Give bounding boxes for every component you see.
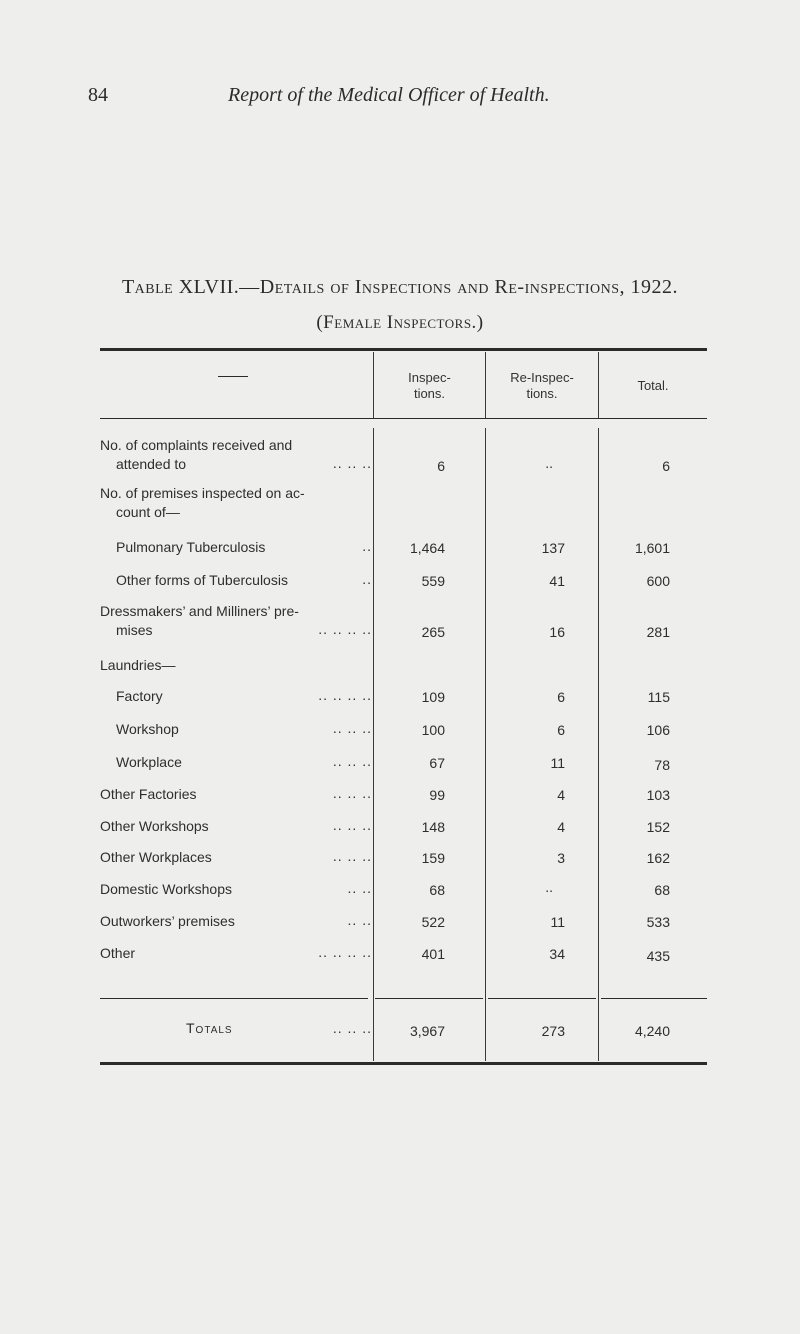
row-label: mises <box>116 622 153 638</box>
header-rule <box>100 418 707 419</box>
column-head-reinspections <box>486 366 598 406</box>
row-label: Workshop <box>116 721 179 737</box>
column-divider <box>598 428 599 1061</box>
row-label: Pulmonary Tuberculosis <box>116 539 266 555</box>
cell-total: 6 <box>662 458 670 474</box>
leader-dots: .. .. .. <box>332 848 372 864</box>
cell-total: 533 <box>646 914 670 930</box>
cell-inspections: 159 <box>421 850 445 866</box>
leader-dots: .. <box>362 538 372 554</box>
cell-reinspections: 137 <box>541 540 565 556</box>
cell-total: 600 <box>646 573 670 589</box>
total-inspections: 3,967 <box>409 1023 445 1039</box>
cell-total: 115 <box>647 689 670 705</box>
leader-dots: .. .. .. .. <box>318 944 372 960</box>
column-head-line: Re-Inspec- <box>510 370 574 385</box>
cell-total: 281 <box>646 624 670 640</box>
leader-dots: .. .. .. <box>332 817 372 833</box>
column-head-line: Inspec- <box>408 370 451 385</box>
column-head-inspections <box>374 366 485 406</box>
cell-reinspections: 4 <box>557 819 565 835</box>
row-label: Other Workplaces <box>100 849 212 865</box>
row-label: Outworkers’ premises <box>100 913 235 929</box>
row-label: attended to <box>116 456 187 472</box>
row-label: Workplace <box>116 754 182 770</box>
row-label: Other Workshops <box>100 818 209 834</box>
cell-inspections: 6 <box>437 458 445 474</box>
column-head-line: tions. <box>413 386 446 401</box>
row-label: Factory <box>116 688 163 704</box>
cell-inspections: 265 <box>421 624 445 640</box>
leader-dots: .. .. <box>347 880 372 896</box>
cell-reinspections: 6 <box>557 689 565 705</box>
table-subtitle: (Female Inspectors.) <box>316 312 484 333</box>
subtotal-rule-col1 <box>375 998 483 999</box>
grand-total: 4,240 <box>634 1023 670 1039</box>
cell-reinspections: 4 <box>557 787 565 803</box>
cell-inspections: 100 <box>421 722 445 738</box>
bottom-rule <box>100 1062 707 1065</box>
row-label: count of— <box>116 504 180 520</box>
cell-total: 68 <box>654 882 670 898</box>
cell-total: 162 <box>646 850 670 866</box>
leader-dots: .. .. <box>347 912 372 928</box>
subtotal-rule-col3 <box>601 998 707 999</box>
top-rule <box>100 348 707 351</box>
cell-inspections: 522 <box>421 914 445 930</box>
leader-dots: .. .. .. .. <box>318 621 372 637</box>
cell-inspections: 68 <box>429 882 445 898</box>
leader-dots: .. .. .. <box>332 785 372 801</box>
row-label: Laundries— <box>100 657 176 673</box>
total-reinspections: 273 <box>541 1023 565 1039</box>
cell-total: 106 <box>646 722 670 738</box>
column-divider <box>373 428 374 1061</box>
cell-total: 1,601 <box>634 540 670 556</box>
row-label: Other forms of Tuberculosis <box>116 572 288 588</box>
cell-reinspections: 41 <box>549 573 565 589</box>
cell-inspections: 99 <box>429 787 445 803</box>
leader-dots: .. <box>362 571 372 587</box>
cell-total: 435 <box>646 948 670 964</box>
cell-reinspections: 11 <box>550 755 565 771</box>
cell-reinspections: 3 <box>557 850 565 866</box>
cell-reinspections: .. <box>545 455 553 471</box>
stub-head <box>218 376 248 377</box>
column-head-line: Total. <box>637 378 669 393</box>
column-divider <box>485 428 486 1061</box>
cell-reinspections: 6 <box>557 722 565 738</box>
column-head-total <box>599 366 707 406</box>
cell-inspections: 148 <box>421 819 445 835</box>
column-head-line: tions. <box>526 386 558 401</box>
cell-reinspections: 34 <box>549 946 565 962</box>
page-number: 84 <box>88 84 108 106</box>
cell-inspections: 401 <box>421 946 445 962</box>
row-label: Other <box>100 945 136 961</box>
row-label: Other Factories <box>100 786 197 802</box>
cell-inspections: 67 <box>429 755 445 771</box>
cell-inspections: 109 <box>421 689 445 705</box>
cell-total: 152 <box>646 819 670 835</box>
cell-reinspections: 11 <box>550 914 565 930</box>
leader-dots: .. .. .. <box>332 753 372 769</box>
leader-dots: .. .. .. <box>332 455 372 471</box>
table-title: Table XLVII.—Details of Inspections and Re-inspections, 1922. <box>121 276 679 298</box>
cell-total: 78 <box>654 757 670 773</box>
subtotal-rule-stub <box>100 998 368 999</box>
row-label: Dressmakers’ and Milliners’ pre- <box>100 603 299 619</box>
cell-total: 103 <box>646 787 670 803</box>
totals-label: Totals <box>186 1020 233 1036</box>
cell-inspections: 1,464 <box>409 540 445 556</box>
subtotal-rule-col2 <box>488 998 596 999</box>
leader-dots: .. .. .. .. <box>318 687 372 703</box>
row-label: No. of complaints received and <box>100 437 293 453</box>
running-head: Report of the Medical Officer of Health. <box>228 84 550 106</box>
leader-dots: .. .. .. <box>332 720 372 736</box>
row-label: No. of premises inspected on ac- <box>100 485 305 501</box>
leader-dots: .. .. .. <box>332 1020 372 1036</box>
cell-reinspections: .. <box>545 879 553 895</box>
cell-inspections: 559 <box>421 573 445 589</box>
row-label: Domestic Workshops <box>100 881 233 897</box>
cell-reinspections: 16 <box>549 624 565 640</box>
